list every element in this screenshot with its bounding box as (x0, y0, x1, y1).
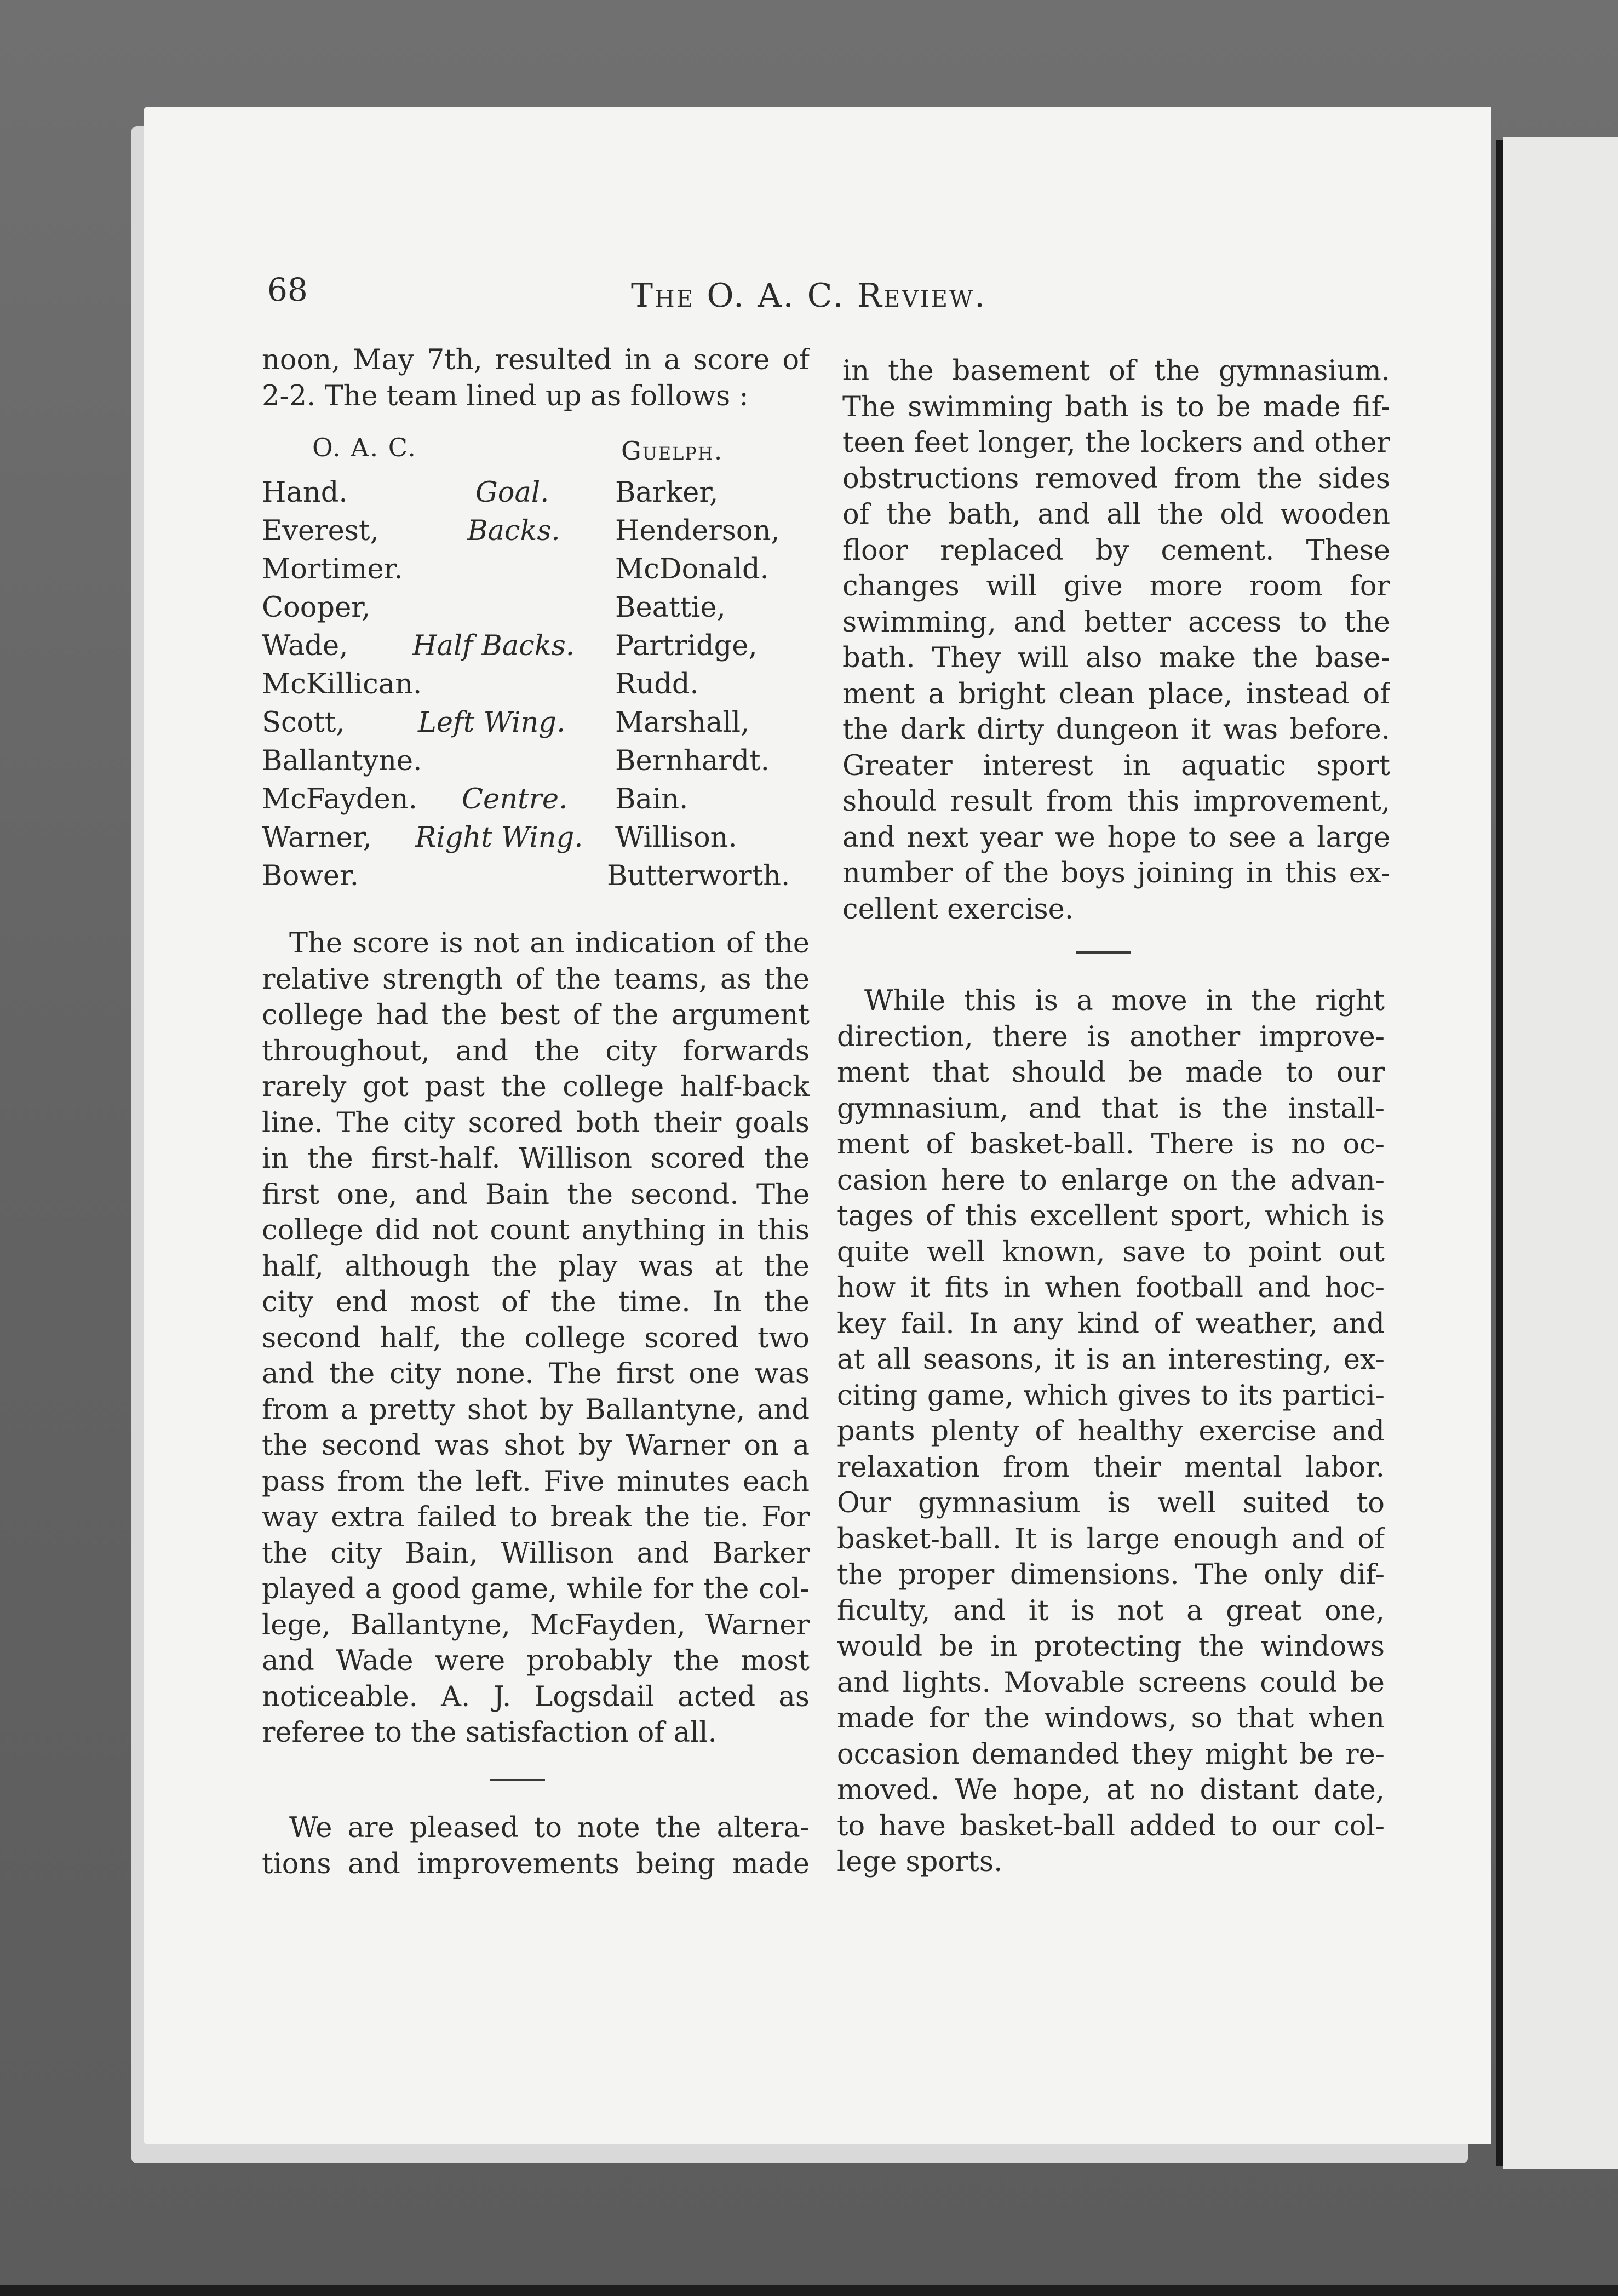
facing-page-edge (1503, 137, 1618, 2169)
lineup-header-row (262, 433, 810, 477)
text-line: changes will give more room for (842, 570, 1390, 602)
text-line: cellent exercise. (842, 893, 1074, 926)
text-line: referee to the satisfaction of all. (262, 1717, 717, 1749)
oac-player: Ballantyne. (262, 745, 422, 777)
text-line: key fail. In any kind of weather, and (837, 1307, 1385, 1340)
guelph-player: Partridge, (615, 630, 758, 662)
lineup-row (262, 515, 810, 553)
guelph-player: Beattie, (615, 592, 726, 624)
lineup-heading-guelph: Guelph. (621, 436, 724, 466)
lineup-position: Backs. (467, 515, 560, 547)
text-line: and Wade were probably the most (262, 1645, 810, 1677)
text-line: throughout, and the city forwards (262, 1035, 810, 1067)
text-line: casion here to enlarge on the advan- (837, 1164, 1385, 1197)
text-line: noon, May 7th, resulted in a score of (262, 344, 810, 376)
lineup-row (262, 553, 810, 592)
oac-player: Hand. (262, 477, 348, 509)
text-line: at all seasons, it is an interesting, ex- (837, 1344, 1385, 1376)
text-line: noticeable. A. J. Logsdail acted as (262, 1680, 810, 1713)
text-line: number of the boys joining in this ex- (842, 857, 1390, 889)
guelph-player: Bernhardt. (615, 745, 770, 777)
guelph-player: McDonald. (615, 553, 769, 586)
text-line: Greater interest in aquatic sport (842, 749, 1390, 782)
text-line: pants plenty of healthy exercise and (837, 1415, 1385, 1448)
lineup-row (262, 707, 810, 745)
team-lineup-table (262, 433, 810, 898)
lineup-row (262, 783, 810, 822)
text-line: tages of this excellent sport, which is (837, 1200, 1385, 1232)
text-line: moved. We hope, at no distant date, (837, 1774, 1385, 1806)
text-line: ficulty, and it is not a great one, (837, 1594, 1385, 1627)
book-spine (1496, 140, 1503, 2166)
section-divider (1076, 951, 1131, 954)
text-line: half, although the play was at the (262, 1250, 810, 1283)
text-line: floor replaced by cement. These (842, 534, 1390, 567)
text-line: way extra failed to break the tie. For (262, 1501, 810, 1534)
oac-player: Warner, (262, 822, 372, 854)
text-line: college had the best of the argument (262, 999, 810, 1031)
text-line: quite well known, save to point out (837, 1236, 1385, 1268)
text-line: made for the windows, so that when (837, 1702, 1385, 1735)
text-line: Our gymnasium is well suited to (837, 1487, 1385, 1519)
lineup-position: Goal. (475, 477, 549, 509)
text-line: citing game, which gives to its partici- (837, 1379, 1385, 1412)
text-line: occasion demanded they might be re- (837, 1738, 1385, 1771)
text-line: relative strength of the teams, as the (262, 963, 810, 996)
text-line: We are pleased to note the altera- (289, 1812, 810, 1844)
guelph-player: Bain. (615, 783, 688, 816)
guelph-player: Rudd. (615, 668, 699, 701)
lineup-heading-oac: O. A. C. (312, 433, 417, 462)
text-line: rarely got past the college half-back (262, 1071, 810, 1103)
text-line: ment that should be made to our (837, 1057, 1385, 1089)
guelph-player: Butterworth. (607, 860, 790, 892)
text-line: and next year we hope to see a large (842, 821, 1390, 854)
text-line: While this is a move in the right (864, 985, 1385, 1017)
oac-player: McFayden. (262, 783, 417, 816)
left-column-paragraph (262, 926, 810, 1751)
lineup-row (262, 745, 810, 783)
running-title: The O. A. C. Review. (631, 277, 987, 315)
text-line: from a pretty shot by Ballantyne, and (262, 1393, 810, 1426)
right-column-paragraph-1 (842, 353, 1390, 927)
text-line: bath. They will also make the base- (842, 642, 1390, 674)
text-line: swimming, and better access to the (842, 606, 1390, 639)
left-column-closing (262, 1810, 810, 1882)
text-line: direction, there is another improve- (837, 1020, 1385, 1053)
guelph-player: Willison. (615, 822, 737, 854)
text-line: how it fits in when football and hoc- (837, 1272, 1385, 1304)
text-line: would be in protecting the windows (837, 1631, 1385, 1663)
text-line: teen feet longer, the lockers and other (842, 427, 1390, 459)
lineup-row (262, 477, 810, 515)
text-line: in the first-half. Willison scored the (262, 1143, 810, 1175)
text-line: line. The city scored both their goals (262, 1106, 810, 1139)
guelph-player: Marshall, (615, 707, 750, 739)
text-line: obstructions removed from the sides (842, 462, 1390, 495)
text-line: the city Bain, Willison and Barker (262, 1537, 810, 1570)
page-number: 68 (267, 271, 308, 308)
oac-player: Wade, (262, 630, 348, 662)
guelph-player: Henderson, (615, 515, 780, 547)
lineup-row (262, 630, 810, 668)
page-header (267, 271, 1034, 320)
section-divider (490, 1779, 545, 1781)
lineup-row (262, 860, 810, 898)
text-line: relaxation from their mental labor. (837, 1451, 1385, 1484)
text-line: The score is not an indication of the (289, 927, 810, 960)
lineup-position: Half Backs. (412, 630, 575, 662)
oac-player: Everest, (262, 515, 379, 547)
text-line: The swimming bath is to be made fif- (842, 391, 1390, 423)
text-line: pass from the left. Five minutes each (262, 1465, 810, 1498)
oac-player: Scott, (262, 707, 345, 739)
text-line: of the bath, and all the old wooden (842, 498, 1390, 531)
text-line: gymnasium, and that is the install- (837, 1092, 1385, 1125)
scan-bottom-edge (0, 2285, 1618, 2296)
text-line: should result from this improvement, (842, 785, 1390, 818)
text-line: second half, the college scored two (262, 1322, 810, 1354)
text-line: ment of basket-ball. There is no oc- (837, 1128, 1385, 1161)
lineup-position: Right Wing. (415, 822, 583, 854)
oac-player: Mortimer. (262, 553, 403, 586)
text-line: 2-2. The team lined up as follows : (262, 380, 749, 412)
text-line: to have basket-ball added to our col- (837, 1810, 1385, 1842)
lineup-row (262, 592, 810, 630)
text-line: lege sports. (837, 1846, 1003, 1878)
oac-player: Cooper, (262, 592, 371, 624)
text-line: tions and improvements being made (262, 1847, 810, 1880)
lineup-position: Left Wing. (418, 707, 566, 739)
text-line: first one, and Bain the second. The (262, 1178, 810, 1211)
lineup-row (262, 668, 810, 707)
right-column-paragraph-2 (837, 983, 1385, 1880)
text-line: in the basement of the gymnasium. (842, 355, 1390, 387)
guelph-player: Barker, (615, 477, 719, 509)
text-line: the dark dirty dungeon it was before. (842, 714, 1390, 746)
left-column-intro (262, 342, 810, 414)
text-line: and the city none. The first one was (262, 1358, 810, 1390)
text-line: and lights. Movable screens could be (837, 1666, 1385, 1699)
lineup-position: Centre. (462, 783, 568, 816)
text-line: lege, Ballantyne, McFayden, Warner (262, 1609, 810, 1641)
text-line: ment a bright clean place, instead of (842, 678, 1390, 710)
text-line: college did not count anything in this (262, 1214, 810, 1247)
text-line: the second was shot by Warner on a (262, 1430, 810, 1462)
text-line: basket-ball. It is large enough and of (837, 1523, 1385, 1555)
oac-player: Bower. (262, 860, 359, 892)
text-line: the proper dimensions. The only dif- (837, 1559, 1385, 1591)
lineup-row (262, 822, 810, 860)
text-line: played a good game, while for the col- (262, 1573, 810, 1605)
oac-player: McKillican. (262, 668, 422, 701)
text-line: city end most of the time. In the (262, 1286, 810, 1318)
